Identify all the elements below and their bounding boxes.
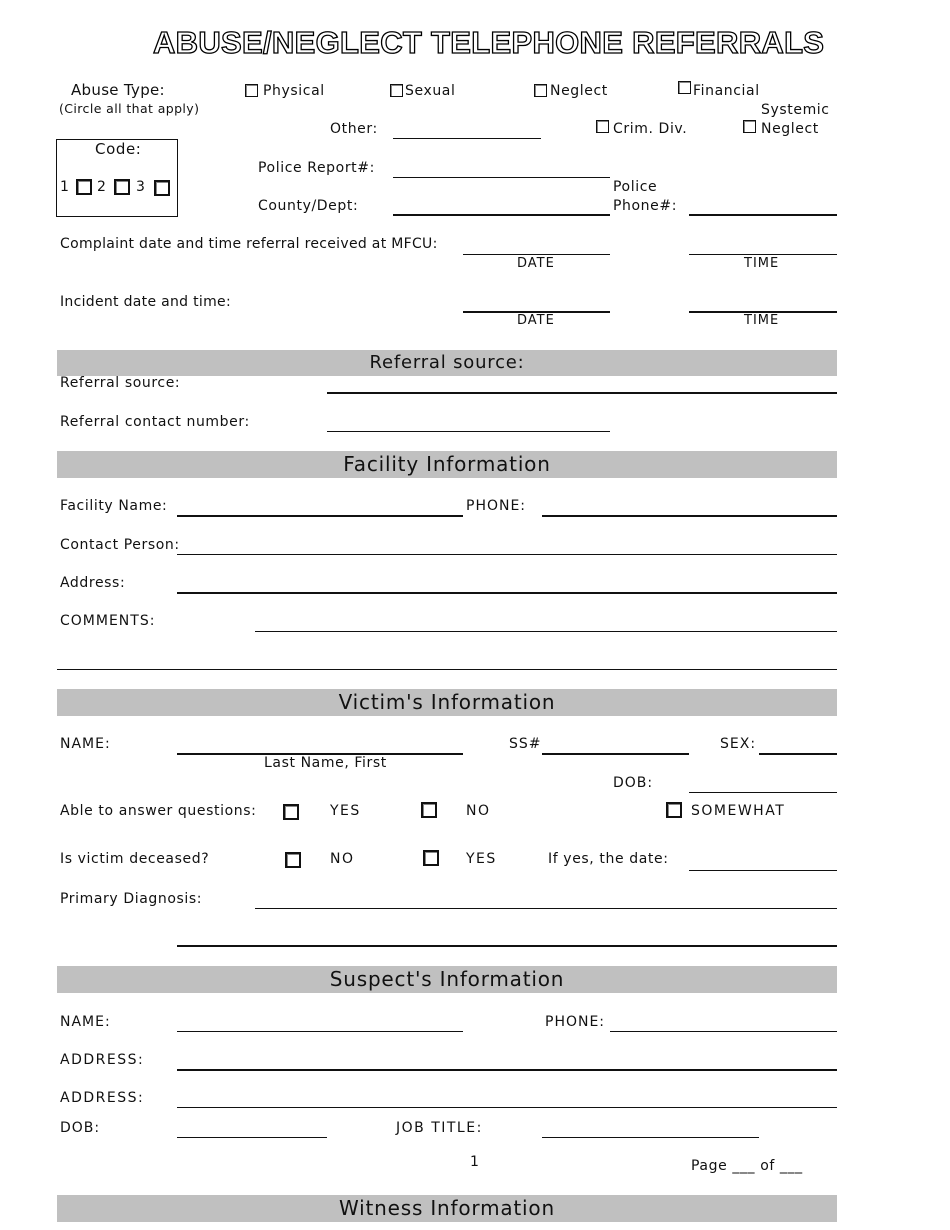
systemic-neglect-checkbox[interactable] [743, 120, 756, 133]
facility-address-line[interactable] [177, 592, 837, 594]
deceased-yes-checkbox[interactable] [423, 850, 439, 866]
diagnosis-line-1[interactable] [255, 908, 837, 909]
facility-name-label: Facility Name: [60, 498, 168, 514]
complaint-time-line[interactable] [689, 254, 837, 255]
if-yes-date-label: If yes, the date: [548, 851, 669, 867]
crim-div-label: Crim. Div. [613, 121, 688, 137]
facility-phone-label: PHONE: [466, 498, 527, 514]
contact-person-line[interactable] [177, 554, 837, 555]
physical-checkbox[interactable] [245, 84, 258, 97]
page-of: Page ___ of ___ [691, 1158, 803, 1174]
suspect-address-label-2: ADDRESS: [60, 1090, 145, 1106]
county-dept-label: County/Dept: [258, 198, 359, 214]
suspect-name-label: NAME: [60, 1014, 111, 1030]
facility-address-label: Address: [60, 575, 126, 591]
county-dept-line[interactable] [393, 214, 610, 216]
code-3-checkbox[interactable] [154, 180, 170, 196]
referral-source-label: Referral source: [60, 375, 181, 391]
suspect-job-line[interactable] [542, 1137, 759, 1138]
suspect-phone-line[interactable] [610, 1031, 837, 1032]
able-no-checkbox[interactable] [421, 802, 437, 818]
sexual-checkbox[interactable] [390, 84, 403, 97]
code-1-checkbox[interactable] [76, 179, 92, 195]
suspect-section-header: Suspect's Information [57, 966, 837, 993]
witness-section-header: Witness Information [57, 1195, 837, 1222]
contact-person-label: Contact Person: [60, 537, 180, 553]
police-phone-line[interactable] [689, 214, 837, 216]
victim-sex-label: SEX: [720, 736, 757, 752]
code-2-label: 2 [97, 179, 107, 195]
victim-dob-line[interactable] [689, 792, 837, 793]
police-report-line[interactable] [393, 177, 610, 178]
deceased-no-label: NO [330, 851, 355, 867]
victim-ss-line[interactable] [542, 753, 689, 755]
victim-sex-line[interactable] [759, 753, 837, 755]
deceased-date-line[interactable] [689, 870, 837, 871]
police-phone-label-line1: Police [613, 179, 658, 195]
suspect-address-line-2[interactable] [177, 1107, 837, 1108]
victim-name-label: NAME: [60, 736, 111, 752]
facility-section-header: Facility Information [57, 451, 837, 478]
financial-checkbox[interactable] [678, 81, 691, 94]
code-1-label: 1 [60, 179, 70, 195]
other-input-line[interactable] [393, 138, 541, 139]
suspect-address-line-1[interactable] [177, 1069, 837, 1071]
facility-name-line[interactable] [177, 515, 463, 517]
victim-dob-label: DOB: [613, 775, 654, 791]
suspect-phone-label: PHONE: [545, 1014, 606, 1030]
able-somewhat-checkbox[interactable] [666, 802, 682, 818]
complaint-time-caption: TIME [744, 256, 780, 271]
able-to-answer-label: Able to answer questions: [60, 803, 257, 819]
physical-label: Physical [263, 83, 325, 99]
code-3-label: 3 [136, 179, 146, 195]
police-phone-label-line2: Phone#: [613, 198, 678, 214]
suspect-address-label-1: ADDRESS: [60, 1052, 145, 1068]
facility-phone-line[interactable] [542, 515, 837, 517]
suspect-dob-label: DOB: [60, 1120, 101, 1136]
able-yes-label: YES [330, 803, 361, 819]
systemic-label-line1: Systemic [761, 102, 830, 118]
diagnosis-label: Primary Diagnosis: [60, 891, 203, 907]
incident-time-caption: TIME [744, 313, 780, 328]
crim-div-checkbox[interactable] [596, 120, 609, 133]
systemic-label-line2: Neglect [761, 121, 819, 137]
deceased-yes-label: YES [466, 851, 497, 867]
other-label: Other: [330, 121, 378, 137]
comments-line-1[interactable] [255, 631, 837, 632]
complaint-date-line[interactable] [463, 254, 610, 255]
referral-source-line[interactable] [327, 392, 837, 394]
deceased-no-checkbox[interactable] [285, 852, 301, 868]
comments-line-2[interactable] [57, 669, 837, 670]
neglect-label: Neglect [550, 83, 608, 99]
referral-section-header: Referral source: [57, 350, 837, 376]
diagnosis-line-2[interactable] [177, 945, 837, 947]
suspect-dob-line[interactable] [177, 1137, 327, 1138]
able-somewhat-label: SOMEWHAT [691, 803, 786, 819]
page-number: 1 [470, 1154, 480, 1170]
victim-ss-label: SS# [509, 736, 542, 752]
complaint-label: Complaint date and time referral received at MFCU: [60, 236, 438, 252]
victim-name-caption: Last Name, First [264, 755, 387, 771]
financial-label: Financial [693, 83, 760, 99]
sexual-label: Sexual [405, 83, 456, 99]
deceased-label: Is victim deceased? [60, 851, 210, 867]
abuse-type-label: Abuse Type: [71, 81, 165, 99]
code-2-checkbox[interactable] [114, 179, 130, 195]
complaint-date-caption: DATE [517, 256, 555, 271]
suspect-job-label: JOB TITLE: [396, 1120, 483, 1136]
police-report-label: Police Report#: [258, 160, 375, 176]
able-no-label: NO [466, 803, 491, 819]
able-yes-checkbox[interactable] [283, 804, 299, 820]
form-title: ABUSE/NEGLECT TELEPHONE REFERRALS [153, 25, 825, 60]
suspect-name-line[interactable] [177, 1031, 463, 1032]
comments-label: COMMENTS: [60, 613, 156, 629]
victim-section-header: Victim's Information [57, 689, 837, 716]
referral-contact-label: Referral contact number: [60, 414, 250, 430]
abuse-type-hint: (Circle all that apply) [59, 101, 200, 116]
code-label: Code: [95, 140, 142, 158]
referral-contact-line[interactable] [327, 431, 610, 432]
neglect-checkbox[interactable] [534, 84, 547, 97]
incident-date-caption: DATE [517, 313, 555, 328]
incident-label: Incident date and time: [60, 294, 231, 310]
